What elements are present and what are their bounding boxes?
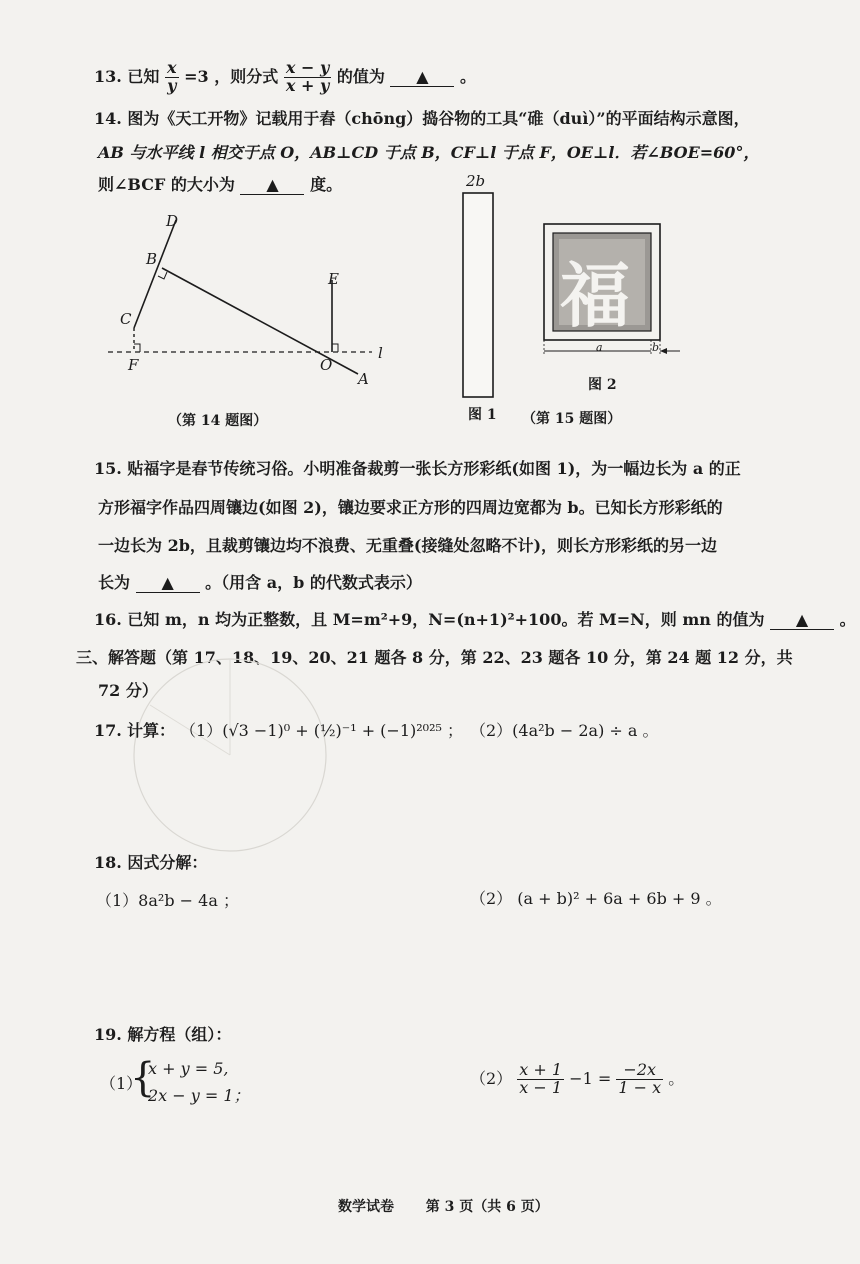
right-angle-b (158, 272, 167, 279)
q13-frac2-den: x + y (285, 75, 330, 95)
bleed-through-circle (130, 655, 330, 855)
footer-page: 第 3 页（共 6 页） (425, 1199, 549, 1215)
q13-frac2-num: x − y (285, 58, 330, 77)
section3-heading-line1: 三、解答题（第 17、18、19、20、21 题各 8 分，第 22、23 题各 10 分，第 24 题 12 分，共 (76, 648, 793, 667)
q14-figure (100, 210, 400, 400)
q19-fraction-1 (517, 1062, 564, 1097)
q13-frac1-num: x (167, 58, 177, 77)
q17-label: 计算： (126, 721, 175, 740)
q14-caption: （第 14 题图） (168, 413, 268, 429)
q19-number: 19. (94, 1025, 122, 1044)
cd-line (134, 220, 176, 328)
label-b: B (146, 250, 158, 268)
q16-number: 16. (94, 610, 122, 629)
q16 (94, 607, 856, 630)
q17 (94, 718, 463, 741)
q13-text-c: 的值为 (336, 66, 385, 86)
q19-mid: −1 = (569, 1068, 612, 1088)
q14-number: 14. (94, 109, 122, 128)
fu-character: 福 (560, 254, 630, 337)
label-c: C (120, 310, 132, 328)
q13-text-a: 已知 (127, 66, 160, 86)
q15-line4 (98, 570, 422, 593)
q16-end: 。 (839, 610, 856, 629)
fig1-caption: 图 1 (468, 407, 497, 423)
q19-part2 (470, 1062, 684, 1097)
footer-subject: 数学试卷 (338, 1199, 394, 1215)
q19-frac2-num: −2x (616, 1062, 663, 1080)
q13-frac1-den: y (167, 75, 177, 95)
fig2-label-b: b (652, 341, 660, 354)
q15-text-3: 一边长为 2b，且裁剪镶边均不浪费、无重叠(接缝处忽略不计)，则长方形彩纸的另一边 (98, 536, 718, 555)
q19-eq2: 2x − y = 1； (148, 1086, 250, 1105)
q15-text-2: 方形福字作品四周镶边(如图 2)，镶边要求正方形的四周边宽都为 b。已知长方形彩纸的 (98, 498, 723, 517)
q19-frac1-num: x + 1 (519, 1060, 563, 1079)
q15-line1 (94, 456, 741, 479)
fig1-label-2b: 2b (466, 172, 486, 190)
fig2-caption: 图 2 (588, 377, 617, 393)
q15-caption: （第 15 题图） (522, 411, 622, 427)
label-a: A (358, 370, 369, 388)
label-o: O (320, 356, 333, 374)
q19-eq1: x + y = 5, (148, 1059, 229, 1078)
label-f: F (128, 356, 139, 374)
q19-frac2-den: 1 − x (618, 1077, 662, 1097)
q15-fig1-paper (462, 192, 494, 398)
q17-part1: （1）(√3 −1)⁰ + (½)⁻¹ + (−1)²⁰²⁵ ； (180, 721, 463, 740)
q19-end: 。 (668, 1068, 685, 1088)
q13-text-b: ，则分式 (214, 66, 279, 86)
q19-fraction-2 (616, 1062, 663, 1097)
right-angle-f (134, 344, 140, 352)
page-footer (338, 1196, 549, 1216)
q14-text-3a: 则∠BCF 的大小为 (98, 175, 235, 194)
q15-answer-blank: ▲ (136, 573, 200, 593)
q14-line3 (98, 172, 342, 195)
q14-answer-blank: ▲ (240, 175, 304, 195)
system-brace: { (130, 1055, 156, 1101)
q16-answer-blank: ▲ (770, 610, 834, 630)
q15-text-4b: 。（用含 a，b 的代数式表示） (205, 573, 422, 592)
q19-part2-label: （2） (470, 1068, 513, 1088)
q19-frac1-den: x − 1 (519, 1077, 563, 1097)
q14-text-2: AB 与水平线 l 相交于点 O，AB⊥CD 于点 B，CF⊥l 于点 F，OE⊥l．若∠BOE=60°， (98, 143, 760, 162)
q13-eq: =3 (184, 66, 209, 86)
q17-part2: （2）(4a²b − 2a) ÷ a 。 (470, 721, 659, 740)
label-e: E (328, 270, 339, 288)
q19-part1-label: （1） (100, 1074, 143, 1093)
q18-label: 因式分解： (127, 853, 208, 872)
q13-end: 。 (460, 66, 477, 86)
q13-fraction-2 (284, 60, 331, 95)
q14-line1 (94, 106, 750, 129)
q18-number: 18. (94, 853, 122, 872)
q15-text-4a: 长为 (98, 573, 131, 592)
q18-part1: （1）8a²b − 4a ； (96, 891, 239, 910)
q14-text-3b: 度。 (310, 175, 343, 194)
q14-text-1: 图为《天工开物》记载用于舂（chōng）捣谷物的工具“碓（duì）”的平面结构示意图， (127, 109, 750, 128)
q19-heading (94, 1022, 231, 1045)
q18-heading (94, 850, 207, 873)
label-l: l (378, 344, 383, 362)
fig2-label-a: a (596, 341, 603, 354)
q19-label: 解方程（组）： (127, 1025, 232, 1044)
q18-part2: （2） (a + b)² + 6a + 6b + 9 。 (470, 889, 722, 908)
q15-text-1: 贴福字是春节传统习俗。小明准备裁剪一张长方形彩纸(如图 1)，为一幅边长为 a 的正 (127, 459, 741, 478)
q15-number: 15. (94, 459, 122, 478)
q13 (94, 60, 476, 95)
q13-fraction-1 (165, 60, 179, 95)
label-d: D (166, 212, 179, 230)
q16-text: 已知 m，n 均为正整数，且 M=m²+9，N=(n+1)²+100。若 M=N，则 mn 的值为 (127, 610, 765, 629)
q13-answer-blank: ▲ (390, 67, 454, 87)
section3-heading-line2: 72 分） (98, 681, 158, 700)
q17-number: 17. (94, 721, 122, 740)
q13-number: 13. (94, 66, 122, 86)
right-angle-o (332, 344, 338, 352)
